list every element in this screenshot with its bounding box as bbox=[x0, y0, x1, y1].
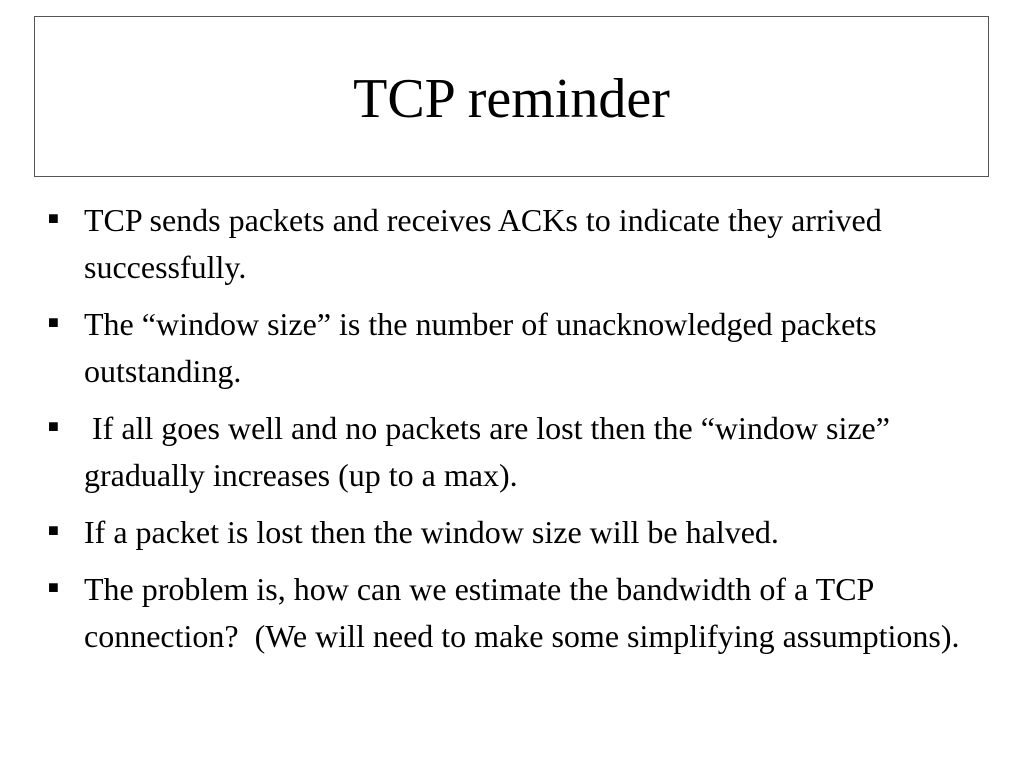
bullet-item bbox=[48, 301, 978, 395]
slide-title: TCP reminder bbox=[353, 67, 670, 130]
square-bullet-icon: ■ bbox=[48, 208, 59, 228]
square-bullet-icon: ■ bbox=[48, 520, 59, 540]
bullet-text: If a packet is lost then the window size will be halved. bbox=[84, 514, 779, 550]
bullet-text: If all goes well and no packets are lost then the “window size” gradually increases (up to a max). bbox=[84, 410, 898, 493]
bullet-item bbox=[48, 405, 978, 499]
bullet-text: The problem is, how can we estimate the bandwidth of a TCP connection? (We will need to make some simplifying assumptions). bbox=[84, 571, 960, 654]
bullet-item bbox=[48, 197, 978, 291]
bullet-text: The “window size” is the number of unacknowledged packets outstanding. bbox=[84, 306, 885, 389]
bullet-list bbox=[48, 197, 978, 670]
square-bullet-icon: ■ bbox=[48, 577, 59, 597]
square-bullet-icon: ■ bbox=[48, 416, 59, 436]
bullet-item bbox=[48, 566, 978, 660]
bullet-item bbox=[48, 509, 978, 556]
square-bullet-icon: ■ bbox=[48, 312, 59, 332]
bullet-text: TCP sends packets and receives ACKs to indicate they arrived successfully. bbox=[84, 202, 890, 285]
slide-title-box bbox=[34, 16, 989, 177]
